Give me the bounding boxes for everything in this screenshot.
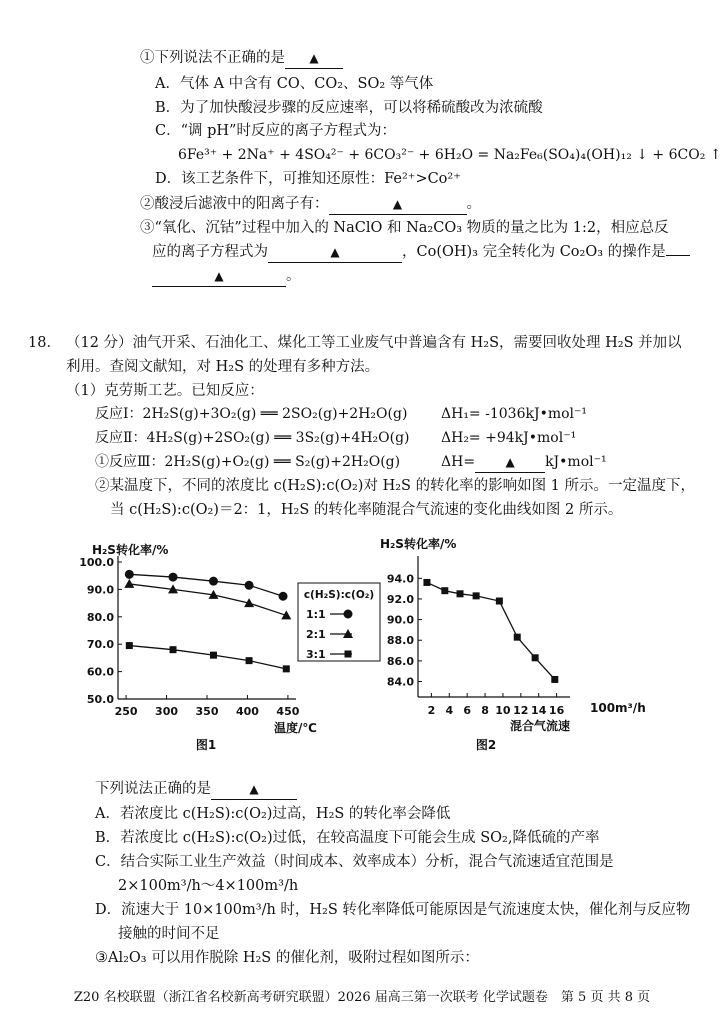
fig2-y-axis-label: H₂S转化率/% xyxy=(380,537,457,551)
reaction-3: ①反应Ⅲ：2H₂S(g)+O₂(g) ══ S₂(g)+2H₂O(g) xyxy=(95,454,401,470)
q17-option-b: B．为了加快酸浸步骤的反应速率，可以将稀硫酸改为浓硫酸 xyxy=(155,100,543,116)
fig1-y-tick-label: 60.0 xyxy=(86,665,114,679)
fig2-data-point xyxy=(457,590,464,597)
fig1-data-point xyxy=(125,570,134,579)
fig2-x-tick-label: 4 xyxy=(445,704,454,717)
fig1-y-tick-label: 50.0 xyxy=(86,693,114,706)
fig1-data-point xyxy=(209,577,218,586)
fig2-data-point xyxy=(441,587,448,594)
q18-mc-stem: 下列说法正确的是 xyxy=(95,781,211,797)
fig1-series-line xyxy=(129,584,286,616)
answer-blank[interactable]: ▲ xyxy=(329,194,467,215)
fig1-data-point xyxy=(283,665,290,672)
fig1-x-tick-label: 250 xyxy=(114,705,138,718)
fig2-y-tick-label: 94.0 xyxy=(386,572,414,586)
fig2-data-point xyxy=(473,592,480,599)
q17-sub2-stem: ②酸浸后滤液中的阳离子有： xyxy=(140,196,329,212)
fig2-x-tick-label: 2 xyxy=(427,704,436,717)
fig2-x-tick-label: 14 xyxy=(531,704,547,717)
q18-s2-line2: 当 c(H₂S):c(O₂)＝2：1，H₂S 的转化率随混合气流速的变化曲线如图 2 所示。 xyxy=(110,502,623,518)
fig2-x-tick-label: 6 xyxy=(463,704,472,717)
fig2-data-point xyxy=(532,654,539,661)
fig2-y-tick-label: 88.0 xyxy=(386,634,414,648)
fig1-data-point xyxy=(245,581,254,590)
answer-blank[interactable]: ▲ xyxy=(285,48,343,69)
q18-s2-line1: ②某温度下，不同的浓度比 c(H₂S):c(O₂)对 H₂S 的转化率的影响如图 1 所示。一定温度下， xyxy=(95,478,696,494)
answer-blank[interactable]: ▲ xyxy=(152,266,286,287)
q18-option-a: A．若浓度比 c(H₂S):c(O₂)过高，H₂S 的转化率会降低 xyxy=(95,806,451,822)
fig2-data-point xyxy=(423,579,430,586)
q17-sub1-line xyxy=(140,48,343,69)
q18-s3: ③Al₂O₃ 可以用作脱除 H₂S 的催化剂，吸附过程如图所示： xyxy=(95,950,479,966)
q17-sub3-line1: ③“氧化、沉钴”过程中加入的 NaClO 和 Na₂CO₃ 物质的量之比为 1:2，相应总反 xyxy=(140,220,669,236)
q17-option-d: D．该工艺条件下，可推知还原性：Fe²⁺>Co²⁺ xyxy=(155,171,461,187)
fig1-legend-label: 1:1 xyxy=(306,608,326,621)
figures xyxy=(0,532,724,772)
reaction-1: 反应Ⅰ：2H₂S(g)+3O₂(g) ══ 2SO₂(g)+2H₂O(g) xyxy=(95,406,408,422)
fig1-legend-label: 3:1 xyxy=(306,648,326,661)
fig1-legend-label: 2:1 xyxy=(306,628,326,641)
fig1-y-axis-label: H₂S转化率/% xyxy=(92,543,169,557)
fig1-data-point xyxy=(126,642,133,649)
q18-mc-line xyxy=(95,779,297,800)
fig1-y-tick-label: 100.0 xyxy=(79,556,114,569)
fig2-y-tick-label: 90.0 xyxy=(386,613,414,627)
fig1-y-tick-label: 80.0 xyxy=(86,610,114,624)
fig1-series-line xyxy=(129,574,283,596)
reaction-1-enthalpy: ΔH₁= -1036kJ•mol⁻¹ xyxy=(441,406,588,422)
q18-number: 18． xyxy=(28,335,61,351)
fig2-x-tick-label: 10 xyxy=(495,704,511,717)
fig2-y-tick-label: 92.0 xyxy=(386,592,414,606)
fig2-title: 图2 xyxy=(475,738,497,752)
fig1-series-line xyxy=(129,646,286,669)
fig1-title: 图1 xyxy=(195,738,217,752)
fig1-x-tick-label: 400 xyxy=(235,705,259,718)
fig2-data-point xyxy=(551,676,558,683)
fig1-data-point xyxy=(210,652,217,659)
q18-option-b: B．若浓度比 c(H₂S):c(O₂)过低，在较高温度下可能会生成 SO₂,降低硫的产率 xyxy=(95,830,600,846)
q18-option-d-line2: 接触的时间不足 xyxy=(118,926,220,942)
fig1-data-point xyxy=(170,646,177,653)
fig1-data-point xyxy=(246,657,253,664)
fig2-data-point xyxy=(514,634,521,641)
fig1-x-axis-label: 温度/℃ xyxy=(274,721,317,735)
fig1-y-tick-label: 90.0 xyxy=(86,583,114,597)
answer-blank[interactable] xyxy=(666,255,690,256)
q17-option-c: C．“调 pH”时反应的离子方程式为： xyxy=(155,123,396,139)
answer-blank[interactable]: ▲ xyxy=(268,242,402,263)
page-footer: Z20 名校联盟（浙江省名校新高考研究联盟）2026 届高三第一次联考 化学试题卷 第 5 页 共 8 页 xyxy=(73,990,651,1005)
fig1-legend-marker xyxy=(345,651,352,658)
q18-option-c-line1: C．结合实际工业生产效益（时间成本、效率成本）分析，混合气流速适宜范围是 xyxy=(95,854,614,870)
fig1-legend-title: c(H₂S):c(O₂) xyxy=(303,589,375,601)
fig2-x-tick-label: 8 xyxy=(481,704,489,717)
q18-intro-line2: 利用。查阅文献知，对 H₂S 的处理有多种方法。 xyxy=(66,359,380,375)
q17-option-c-equation: 6Fe³⁺ + 2Na⁺ + 4SO₄²⁻ + 6CO₃²⁻ + 6H₂O = Na₂Fe₆(SO₄)₄(OH)₁₂ ↓ + 6CO₂ ↑ xyxy=(178,147,722,163)
q17-sub3-line3: ▲ 。 xyxy=(152,266,301,287)
fig1-data-point xyxy=(124,579,134,588)
q18-option-d-line1: D．流速大于 10×100m³/h 时，H₂S 转化率降低可能原因是气流速度太快，催化剂与反应物 xyxy=(95,902,691,918)
fig2-y-tick-label: 86.0 xyxy=(386,654,414,668)
answer-blank[interactable]: ▲ xyxy=(211,779,297,800)
q17-option-a: A．气体 A 中含有 CO、CO₂、SO₂ 等气体 xyxy=(155,76,434,92)
fig1-y-tick-label: 70.0 xyxy=(86,638,114,652)
q17-sub3-line2: 应的离子方程式为 ▲ ，Co(OH)₃ 完全转化为 Co₂O₃ 的操作是 xyxy=(152,242,690,263)
fig1-legend-marker xyxy=(344,610,353,619)
q18-option-c-line2: 2×100m³/h～4×100m³/h xyxy=(118,878,299,894)
fig2-x-axis-label: 混合气流速 xyxy=(510,719,571,733)
reaction-3-enthalpy: ΔH= ▲ kJ•mol⁻¹ xyxy=(441,452,607,473)
answer-blank[interactable]: ▲ xyxy=(475,452,545,473)
fig2-series-line xyxy=(427,582,555,679)
fig1-x-tick-label: 450 xyxy=(276,705,300,718)
fig1-x-tick-label: 350 xyxy=(195,705,219,718)
q18-part1: （1）克劳斯工艺。已知反应： xyxy=(66,383,264,399)
q18-intro-line1: （12 分）油气开采、石油化工、煤化工等工业废气中普遍含有 H₂S，需要回收处理 H₂S 并加以 xyxy=(66,335,682,351)
q17-sub2-line: ②酸浸后滤液中的阳离子有： ▲ 。 xyxy=(140,194,481,215)
fig2-data-point xyxy=(496,598,503,605)
fig1-data-point xyxy=(279,592,288,601)
reaction-2-enthalpy: ΔH₂= +94kJ•mol⁻¹ xyxy=(441,430,577,446)
fig2-x-unit: 100m³/h xyxy=(590,701,646,715)
fig2-y-tick-label: 84.0 xyxy=(386,675,414,689)
fig1-data-point xyxy=(169,573,178,582)
fig2-x-tick-label: 16 xyxy=(548,704,565,717)
fig2-x-tick-label: 12 xyxy=(513,704,529,717)
fig1-x-tick-label: 300 xyxy=(155,705,179,718)
reaction-2: 反应Ⅱ：4H₂S(g)+2SO₂(g) ══ 3S₂(g)+4H₂O(g) xyxy=(95,430,410,446)
q17-sub1-stem: ①下列说法不正确的是 xyxy=(140,50,285,66)
